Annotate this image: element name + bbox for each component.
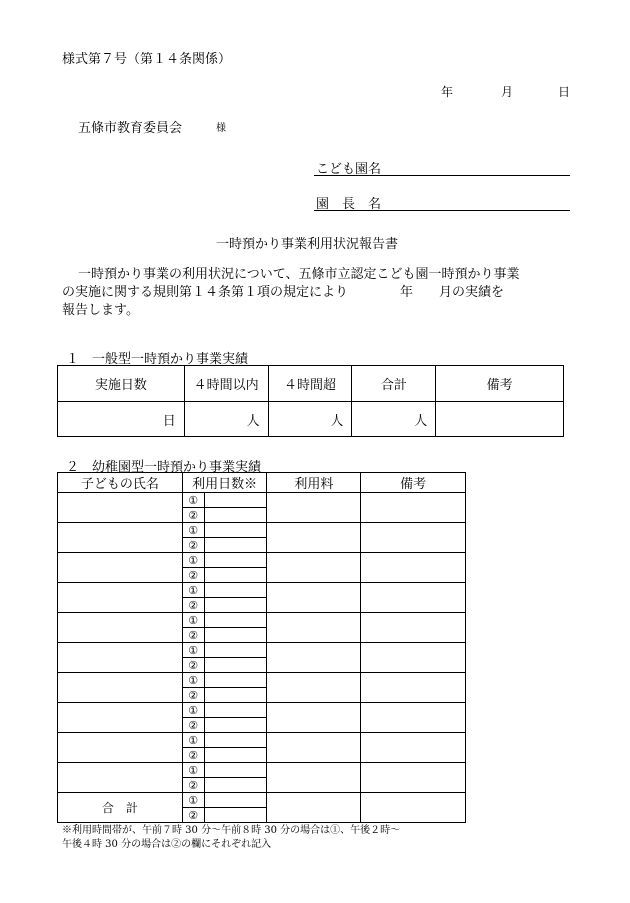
child-row [58, 703, 466, 718]
child-name-cell [58, 583, 183, 613]
days-cell-1 [204, 493, 267, 508]
days-cell-1 [204, 643, 267, 658]
mark-1: ① [182, 793, 204, 808]
principal-name-label: 園 長 名 [316, 197, 382, 212]
header-fee: 利用料 [267, 473, 361, 493]
header-days: 実施日数 [58, 366, 185, 402]
mark-2: ② [182, 718, 204, 733]
mark-1: ① [182, 643, 204, 658]
total-row [58, 793, 466, 808]
fee-cell [267, 673, 361, 703]
fee-cell [267, 643, 361, 673]
date-year: 年 [441, 85, 454, 99]
child-name-cell [58, 763, 183, 793]
cell-total: 人 [352, 402, 436, 437]
days-cell-2 [204, 778, 267, 793]
days-cell-2 [204, 598, 267, 613]
mark-1: ① [182, 733, 204, 748]
days-cell-2 [204, 508, 267, 523]
remarks-cell [361, 673, 466, 703]
child-row [58, 583, 466, 598]
days-cell-1 [204, 583, 267, 598]
days-cell-2 [204, 628, 267, 643]
remarks-cell [361, 523, 466, 553]
mark-2: ② [182, 598, 204, 613]
remarks-cell [361, 733, 466, 763]
days-cell-1 [204, 703, 267, 718]
school-name-label: こども園名 [316, 162, 382, 177]
honorific: 様 [216, 123, 226, 134]
note-line-1: ※利用時間帯が、午前７時 30 分～午前８時 30 分の場合は①、午後２時～ [62, 825, 401, 836]
mark-1: ① [182, 523, 204, 538]
general-results-table [57, 365, 564, 437]
child-row [58, 613, 466, 628]
remarks-cell [361, 763, 466, 793]
kindergarten-results-table [57, 472, 466, 823]
cell-remarks [436, 402, 564, 437]
child-name-cell [58, 643, 183, 673]
remarks-cell [361, 493, 466, 523]
header-usage-days: 利用日数※ [182, 473, 267, 493]
remarks-cell [361, 613, 466, 643]
section1-heading: １ 一般型一時預かり事業実績 [66, 352, 249, 367]
cell-under4h: 人 [184, 402, 268, 437]
days-cell-2 [204, 748, 267, 763]
days-cell-1 [204, 793, 267, 808]
cell-days: 日 [58, 402, 185, 437]
fee-cell [267, 523, 361, 553]
days-cell-2 [204, 538, 267, 553]
mark-1: ① [182, 613, 204, 628]
cell-over4h: 人 [268, 402, 352, 437]
days-cell-1 [204, 523, 267, 538]
body-line-3: 報告します。 [62, 303, 139, 318]
mark-2: ② [182, 568, 204, 583]
mark-1: ① [182, 703, 204, 718]
fee-cell [267, 583, 361, 613]
remarks-cell [361, 583, 466, 613]
days-cell-2 [204, 688, 267, 703]
header-total: 合計 [352, 366, 436, 402]
mark-1: ① [182, 493, 204, 508]
header-child-name: 子どもの氏名 [58, 473, 183, 493]
child-name-cell [58, 673, 183, 703]
days-cell-1 [204, 763, 267, 778]
date-month: 月 [501, 85, 514, 99]
child-row [58, 763, 466, 778]
fee-cell [267, 553, 361, 583]
child-name-cell [58, 613, 183, 643]
fee-cell [267, 703, 361, 733]
body-line-2: の実施に関する規則第１４条第１項の規定により 年 月の実績を [62, 285, 505, 300]
days-cell-2 [204, 658, 267, 673]
form-id: 様式第７号（第１４条関係） [62, 52, 232, 67]
total-label: 合 計 [58, 793, 183, 823]
child-row [58, 523, 466, 538]
section2-heading: ２ 幼稚園型一時預かり事業実績 [66, 460, 262, 475]
child-row [58, 493, 466, 508]
fee-cell [267, 763, 361, 793]
remarks-cell [361, 703, 466, 733]
mark-2: ② [182, 508, 204, 523]
days-cell-1 [204, 613, 267, 628]
fee-cell [267, 733, 361, 763]
mark-2: ② [182, 688, 204, 703]
mark-2: ② [182, 748, 204, 763]
days-cell-1 [204, 553, 267, 568]
header-remarks: 備考 [361, 473, 466, 493]
date-day: 日 [558, 85, 571, 99]
header-over4h: ４時間超 [268, 366, 352, 402]
mark-1: ① [182, 553, 204, 568]
remarks-cell [361, 793, 466, 823]
child-row [58, 643, 466, 658]
mark-2: ② [182, 658, 204, 673]
mark-1: ① [182, 583, 204, 598]
remarks-cell [361, 553, 466, 583]
header-remarks: 備考 [436, 366, 564, 402]
fee-cell [267, 613, 361, 643]
mark-1: ① [182, 673, 204, 688]
school-name-line [314, 175, 570, 176]
child-name-cell [58, 703, 183, 733]
child-name-cell [58, 733, 183, 763]
mark-2: ② [182, 628, 204, 643]
principal-name-line [314, 210, 570, 211]
days-cell-2 [204, 718, 267, 733]
child-row [58, 553, 466, 568]
header-under4h: ４時間以内 [184, 366, 268, 402]
mark-2: ② [182, 808, 204, 823]
child-row [58, 673, 466, 688]
days-cell-1 [204, 733, 267, 748]
mark-1: ① [182, 763, 204, 778]
child-row [58, 733, 466, 748]
days-cell-1 [204, 673, 267, 688]
body-line-1: 一時預かり事業の利用状況について、五條市立認定こども園一時預かり事業 [78, 267, 520, 282]
mark-2: ② [182, 538, 204, 553]
child-name-cell [58, 493, 183, 523]
fee-cell [267, 793, 361, 823]
mark-2: ② [182, 778, 204, 793]
child-name-cell [58, 523, 183, 553]
fee-cell [267, 493, 361, 523]
days-cell-2 [204, 568, 267, 583]
recipient: 五條市教育委員会 [78, 121, 183, 136]
note-line-2: 午後４時 30 分の場合は②の欄にそれぞれ記入 [62, 839, 272, 850]
page-title: 一時預かり事業利用状況報告書 [216, 237, 399, 252]
child-name-cell [58, 553, 183, 583]
remarks-cell [361, 643, 466, 673]
